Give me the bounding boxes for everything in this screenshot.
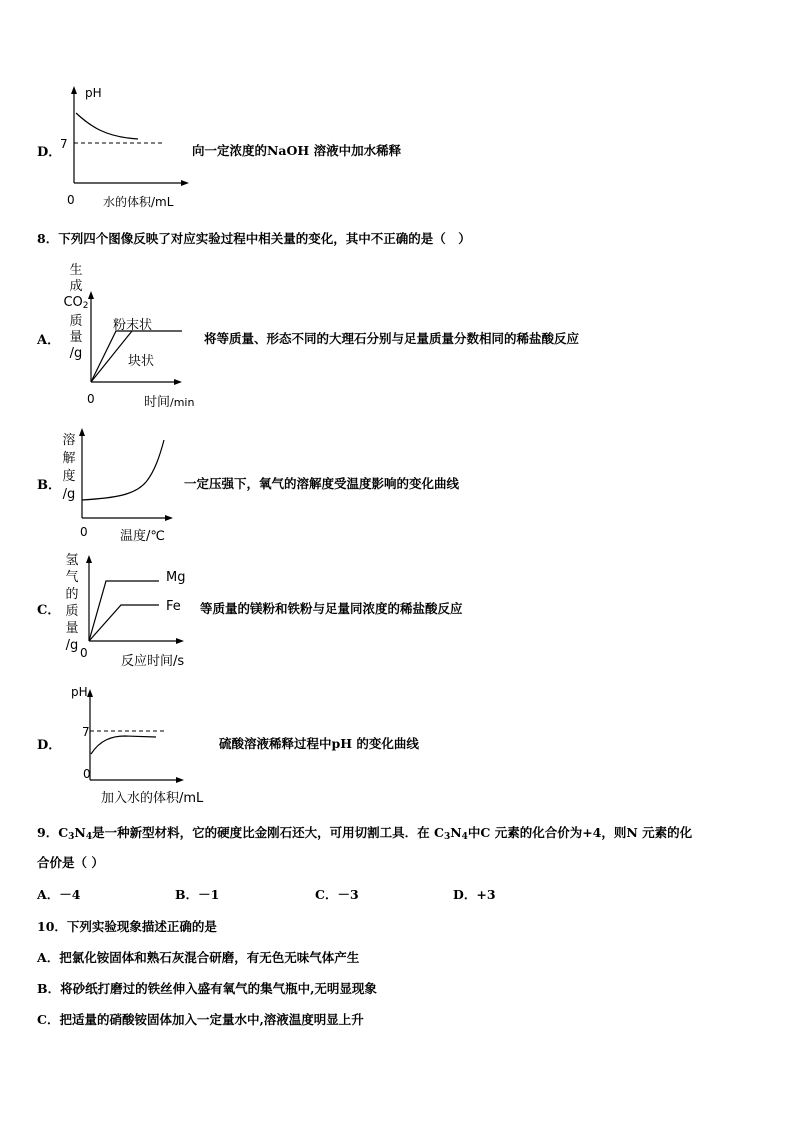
y-axis-arrow <box>87 689 93 697</box>
series-label-lump: 块状 <box>128 354 155 369</box>
option-a[interactable]: A．把氯化铵固体和熟石灰混合研磨，有无色无味气体产生 <box>37 950 360 965</box>
option-d[interactable]: D．+3 <box>453 887 496 902</box>
origin-label: 0 <box>80 646 88 660</box>
option-description: 等质量的镁粉和铁粉与足量同浓度的稀盐酸反应 <box>200 601 463 616</box>
x-axis-label: 时间/min <box>144 395 195 410</box>
option-c[interactable]: C．－3 <box>315 887 359 902</box>
series-label-mg: Mg <box>166 570 186 585</box>
question-10-stem: 10．下列实验现象描述正确的是 <box>37 919 217 934</box>
option-label-d: D． <box>37 145 62 160</box>
origin-label: 0 <box>80 525 88 539</box>
question-8-stem: 8．下列四个图像反映了对应实验过程中相关量的变化，其中不正确的是（ ） <box>37 231 471 246</box>
tick-label-7: 7 <box>60 137 68 151</box>
series-label-fe: Fe <box>166 599 181 614</box>
ph-curve <box>91 736 156 754</box>
x-axis-label: 反应时间/s <box>121 654 185 669</box>
option-label-b: B． <box>37 478 61 493</box>
origin-label: 0 <box>67 193 75 207</box>
tick-label-7: 7 <box>82 725 90 739</box>
x-axis-arrow <box>176 777 184 783</box>
option-label-d: D． <box>37 738 62 753</box>
y-axis-label: 溶 解 度 /g <box>62 433 76 502</box>
option-a[interactable]: A．－4 <box>37 887 81 902</box>
x-axis-label: 水的体积/mL <box>103 195 174 209</box>
option-description: 硫酸溶液稀释过程中pH 的变化曲线 <box>219 736 419 751</box>
option-label-c: C． <box>37 603 61 618</box>
y-axis-label: 生 成 $CO_2$ 质 量 /g <box>63 263 89 361</box>
option-b[interactable]: B．将砂纸打磨过的铁丝伸入盛有氧气的集气瓶中,无明显现象 <box>37 981 377 996</box>
option-description: 一定压强下，氧气的溶解度受温度影响的变化曲线 <box>184 476 460 491</box>
option-label-a: A． <box>37 333 61 348</box>
option-description: 将等质量、形态不同的大理石分别与足量质量分数相同的稀盐酸反应 <box>204 331 580 346</box>
x-axis-label: 温度/℃ <box>120 529 165 544</box>
question-9-stem-line2: 合价是（ ） <box>37 855 104 870</box>
y-axis-label: 氢 气 的 质 量 /g <box>65 553 79 653</box>
x-axis-label: 加入水的体积/mL <box>101 791 204 806</box>
y-axis-label: pH <box>71 685 88 699</box>
question-9-stem: 9．$C_3N_4$是一种新型材料，它的硬度比金刚石还大，可用切割工具．在 $C_3N_4$中C 元素的化合价为+4，则N 元素的化 <box>37 825 693 842</box>
series-label-powder: 粉末状 <box>113 318 153 333</box>
y-axis-label: pH <box>85 86 102 100</box>
origin-label: 0 <box>87 392 95 406</box>
option-description: 向一定浓度的NaOH 溶液中加水稀释 <box>192 143 402 158</box>
option-b[interactable]: B．－1 <box>175 887 220 902</box>
origin-label: 0 <box>83 767 91 781</box>
option-c[interactable]: C．把适量的硝酸铵固体加入一定量水中,溶液温度明显上升 <box>37 1012 364 1027</box>
